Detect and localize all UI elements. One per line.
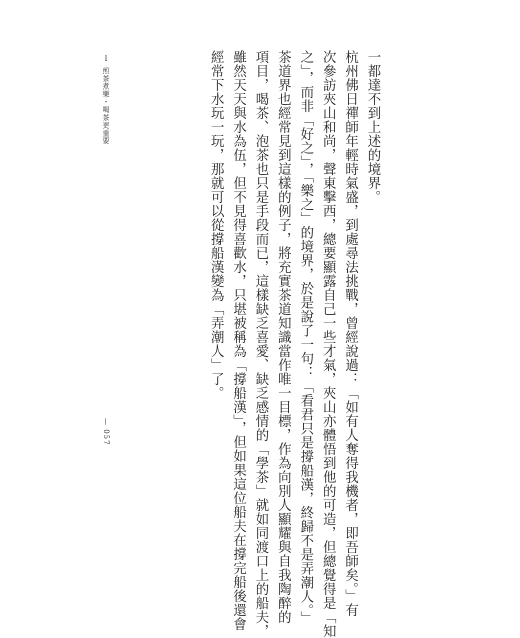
text-line: 茶道界也經常見到這樣的例子，將充實茶道知識當作唯一目標，作為向別人顯耀與自我陶醉的 — [275, 50, 291, 624]
text-line: 次參訪夾山和尚，聲東擊西，總要顯露自己一些才氣，夾山亦體悟到他的可造，但總覺得是「知 — [320, 50, 336, 638]
page-number: — 057 — [102, 418, 110, 446]
body-text — [204, 50, 383, 638]
text-line: 之」，而非「好之」，「樂之」的境界，於是說了一句：「看君只是撐船漢，終歸不是弄潮人。」 — [297, 50, 313, 626]
text-line: 經常下水玩一玩，那就可以從撐船漢變為「弄潮人」了。 — [208, 50, 224, 400]
running-head: Ⅰ 煎茶煮樂・喝茶更重要 — [102, 55, 110, 145]
text-line: 雖然天天與水為伍，但不見得喜歡水，只堪被稱為「撐船漢」，但如果這位船夫在撐完船後還會 — [230, 50, 246, 632]
text-line: 一都達不到上述的境界。 — [365, 50, 380, 204]
text-line: 杭州佛日禪師年輕時氣盛，到處尋法挑戰，曾經說過：「如有人奪得我機者，即吾師矣。」有 — [342, 50, 358, 618]
text-line: 項目，喝茶、泡茶也只是手段而已，這樣缺乏喜愛、缺乏感情的「學茶」就如同渡口上的船夫， — [252, 50, 268, 638]
